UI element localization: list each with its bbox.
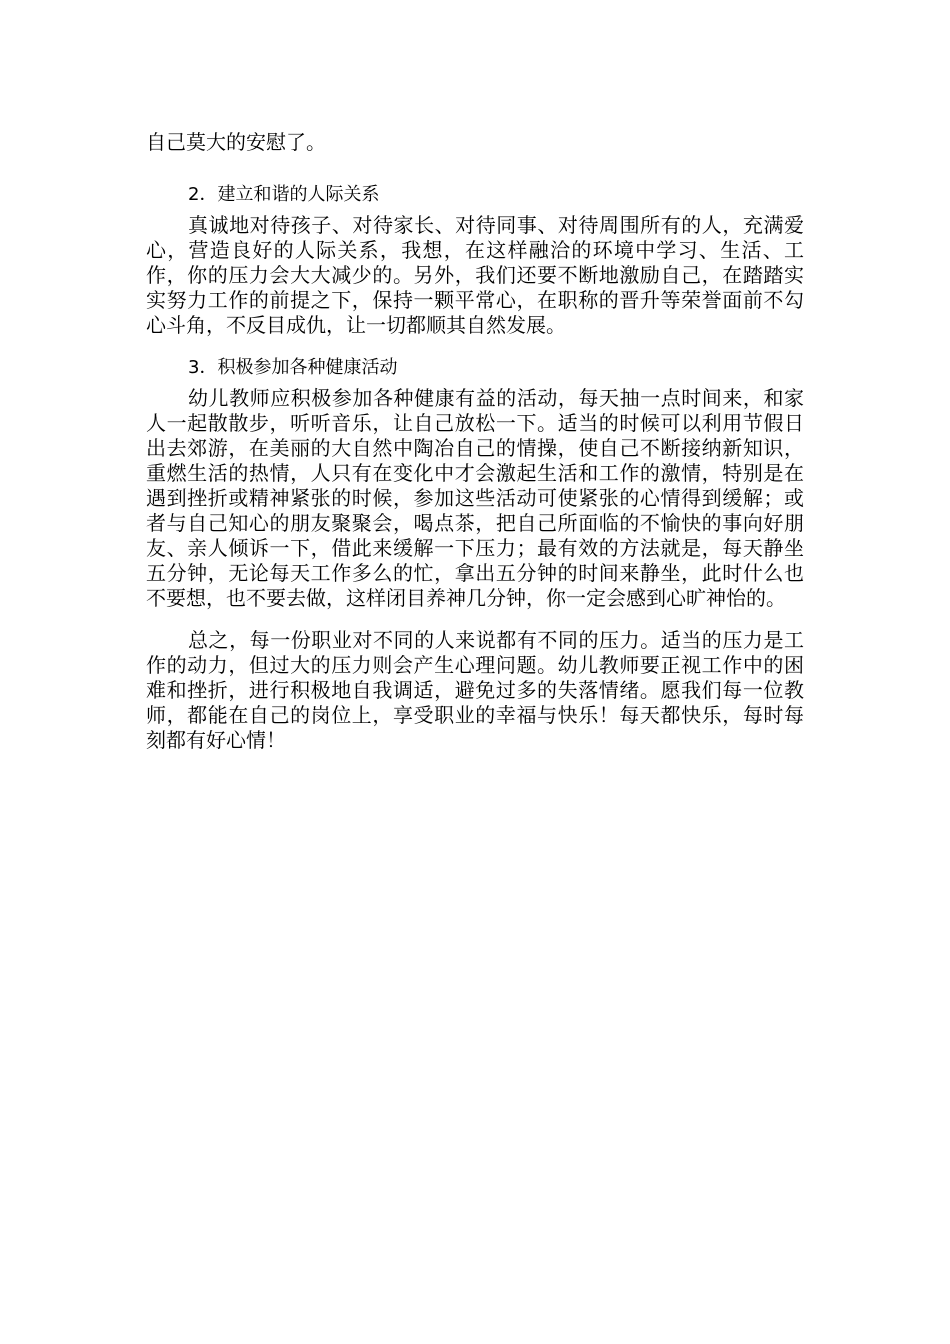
- paragraph-section-3: 幼儿教师应积极参加各种健康有益的活动，每天抽一点时间来，和家人一起散散步，听听音乐，让自己放松一下。适当的时候可以利用节假日出去郊游，在美丽的大自然中陶冶自己的情操，使自己不断接纳新知识，重燃生活的热情，人只有在变化中才会激起生活和工作的激情，特别是在遇到挫折或精神紧张的时候，参加这些活动可使紧张的心情得到缓解；或者与自己知心的朋友聚聚会，喝点茶，把自己所面临的不愉快的事向好朋友、亲人倾诉一下，借此来缓解一下压力；最有效的方法就是，每天静坐五分钟，无论每天工作多么的忙，拿出五分钟的时间来静坐，此时什么也不要想，也不要去做，这样闭目养神几分钟，你一定会感到心旷神怡的。: [146, 386, 804, 610]
- document-body: [146, 130, 804, 753]
- paragraph-conclusion: 总之，每一份职业对不同的人来说都有不同的压力。适当的压力是工作的动力，但过大的压力则会产生心理问题。幼儿教师要正视工作中的困难和挫折，进行积极地自我调适，避免过多的失落情绪。愿我们每一位教师，都能在自己的岗位上，享受职业的幸福与快乐！每天都快乐，每时每刻都有好心情！: [146, 628, 804, 752]
- section-heading-2: 2．建立和谐的人际关系: [188, 184, 380, 205]
- paragraph-section-2: 真诚地对待孩子、对待家长、对待同事、对待周围所有的人，充满爱心，营造良好的人际关系，我想，在这样融洽的环境中学习、生活、工作，你的压力会大大减少的。另外，我们还要不断地激励自己，在踏踏实实努力工作的前提之下，保持一颗平常心，在职称的晋升等荣誉面前不勾心斗角，不反目成仇，让一切都顺其自然发展。: [146, 213, 804, 337]
- paragraph-continuation: 自己莫大的安慰了。: [146, 130, 326, 154]
- section-heading-3: 3．积极参加各种健康活动: [188, 357, 398, 378]
